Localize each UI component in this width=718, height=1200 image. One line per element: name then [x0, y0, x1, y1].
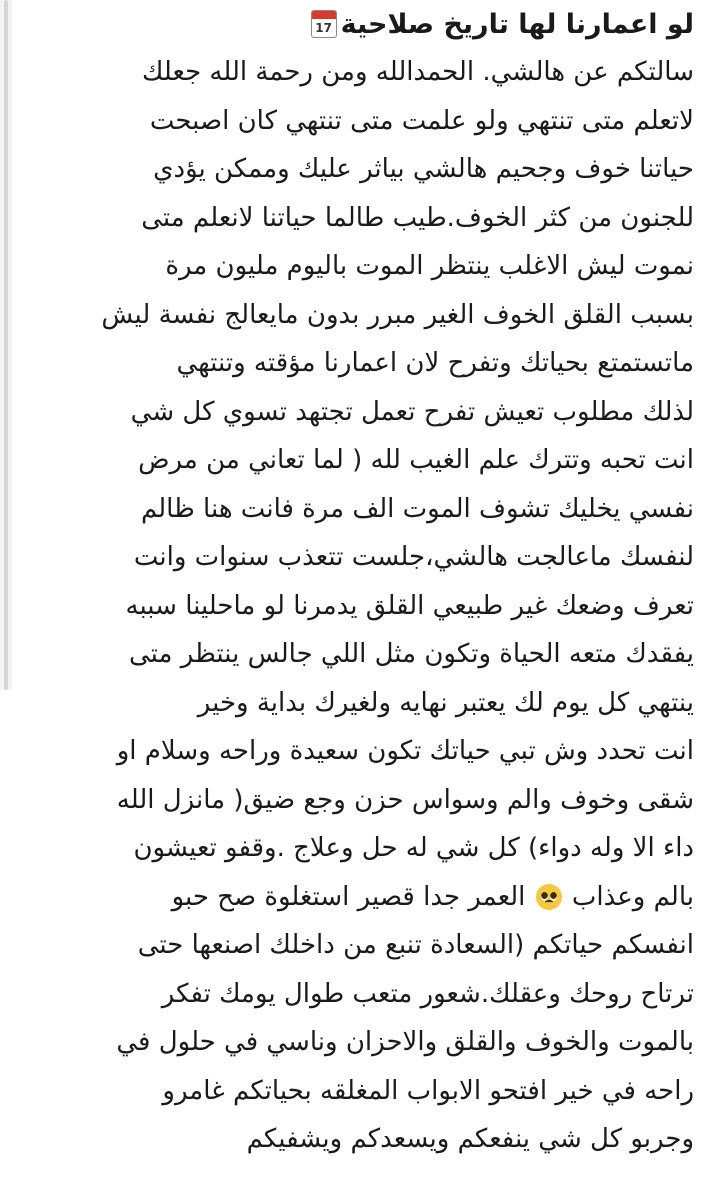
post-title: لو اعمارنا لها تاريخ صلاحية	[340, 8, 694, 40]
post-line: انفسكم حياتكم (السعادة تنبع من داخلك اصنعها حتى	[137, 930, 694, 960]
post-line: للجنون من كثر الخوف.طيب طالما حياتنا لانعلم متى	[141, 202, 694, 233]
post-line: بسبب القلق الخوف الغير مبرر بدون مايعالج نفسة ليش	[101, 299, 694, 330]
post-line: وجربو كل شي ينفعكم ويسعدكم ويشفيكم	[246, 1124, 694, 1154]
post-line: ترتاح روحك وعقلك.شعور متعب طوال يومك تفكر	[161, 978, 694, 1009]
scrollbar[interactable]	[0, 0, 12, 690]
post-line: نموت ليش الاغلب ينتظر الموت باليوم مليون مرة	[165, 251, 694, 281]
calendar-icon	[311, 10, 337, 38]
post-line-with-emoji	[56, 873, 694, 922]
post-line: لذلك مطلوب تعيش تفرح تعمل تجتهد تسوي كل شي	[130, 396, 694, 427]
post-line: نفسي يخليك تشوف الموت الف مرة فانت هنا ظالم	[140, 493, 694, 524]
post-line: تعرف وضعك غير طبيعي القلق يدمرنا لو ماحلينا سببه	[125, 590, 694, 621]
post-line: ينتهي كل يوم لك يعتبر نهايه ولغيرك بداية وخير	[197, 687, 694, 718]
post-line: يفقدك متعه الحياة وتكون مثل اللي جالس ينتظر متى	[129, 639, 694, 669]
post-line: ماتستمتع بحياتك وتفرح لان اعمارنا مؤقته وتنتهي	[176, 348, 694, 378]
post-title-row	[56, 0, 694, 48]
post-line-lead: بالم وعذاب	[571, 881, 694, 912]
post-line: انت تحبه وتترك علم الغيب لله ( لما تعاني من مرض	[138, 445, 694, 475]
post-article	[56, 0, 694, 1164]
pleading-face-icon	[536, 884, 562, 910]
post-line: حياتنا خوف وجحيم هالشي بياثر عليك وممكن يؤدي	[153, 154, 694, 184]
post-line: لنفسك ماعالجت هالشي،جلست تتعذب سنوات وانت	[133, 542, 694, 572]
scrollbar-thumb[interactable]	[4, 0, 8, 690]
post-line: راحه في خير افتحو الابواب المغلقه بحياتكم غامرو	[162, 1075, 694, 1106]
post-line: لاتعلم متى تنتهي ولو علمت متى تنتهي كان اصبحت	[149, 105, 694, 136]
post-body	[56, 48, 694, 1164]
post-line: داء الا وله دواء) كل شي له حل وعلاج .وقفو تعيشون	[133, 833, 694, 863]
post-line-rest: العمر جدا قصير استغلوة صح حبو	[171, 881, 526, 912]
post-line: بالموت والخوف والقلق والاحزان وناسي في حلول في	[116, 1027, 694, 1057]
post-line: انت تحدد وش تبي حياتك تكون سعيدة وراحه وسلام او	[116, 736, 694, 766]
calendar-day: 17	[315, 21, 332, 35]
calendar-header	[312, 11, 336, 19]
post-line: سالتكم عن هالشي. الحمدالله ومن رحمة الله جعلك	[142, 57, 694, 87]
post-line: شقى وخوف والم وسواس حزن وجع ضيق( مانزل الله	[116, 784, 694, 815]
